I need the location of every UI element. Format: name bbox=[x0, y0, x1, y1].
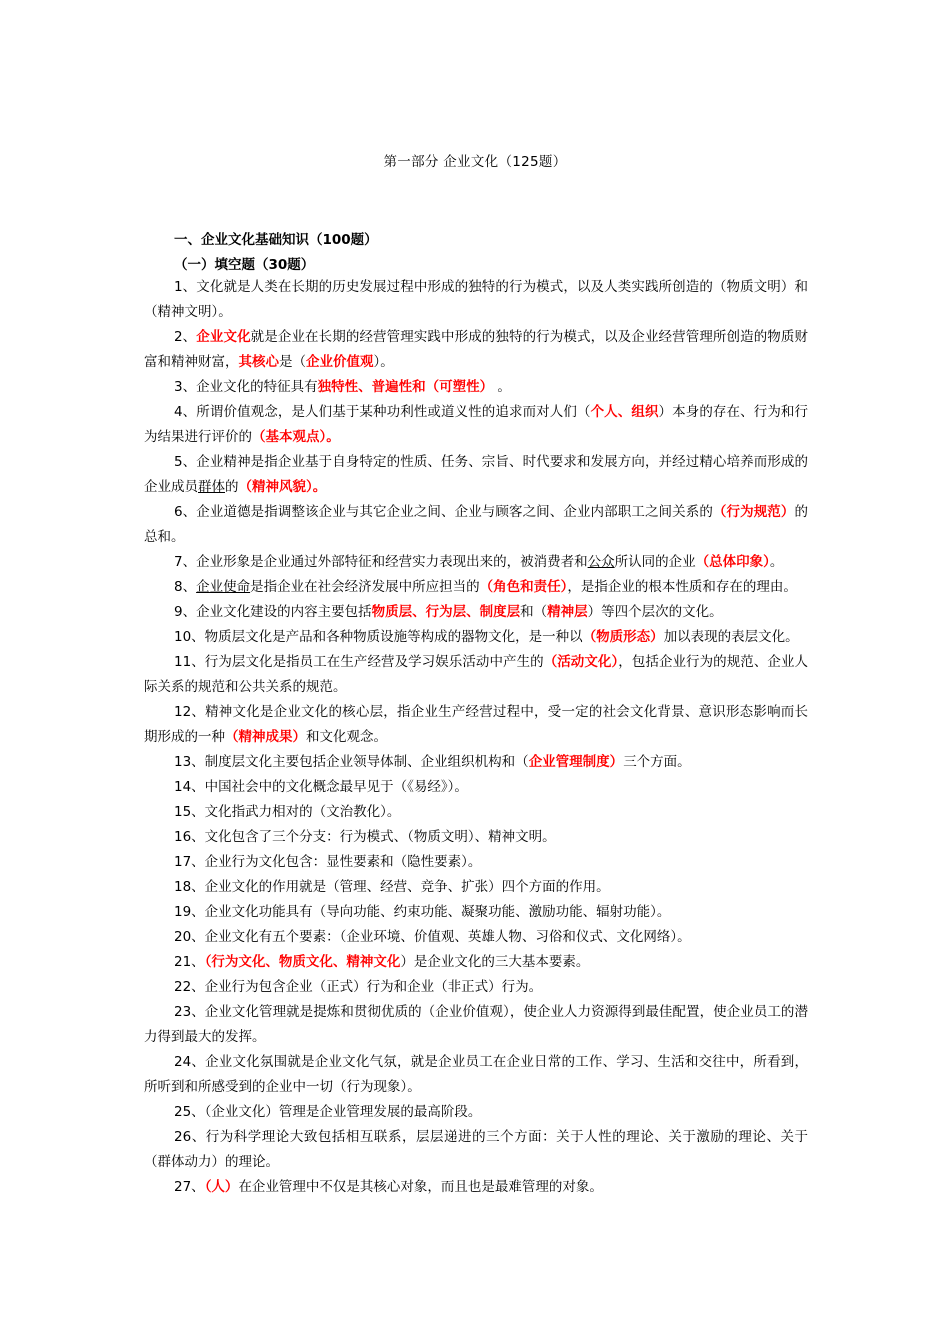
question-text: 。 bbox=[493, 379, 511, 395]
question-item-4 bbox=[144, 400, 808, 450]
question-text: 24、企业文化氛围就是企业文化气氛，就是企业员工在企业日常的工作、学习、生活和交往中，所看到，所听到和所感受到的企业中一切（行为现象）。 bbox=[144, 1054, 808, 1095]
question-text: ，包括企业行为的规范、企业人际关系的规范和公共关系的规范。 bbox=[144, 654, 809, 695]
answer-highlight: （行为规范） bbox=[712, 504, 795, 520]
question-text: 的总和。 bbox=[144, 504, 808, 545]
question-item-13 bbox=[144, 750, 808, 775]
question-text: 6、企业道德是指调整该企业与其它企业之间、企业与顾客之间、企业内部职工之间关系的 bbox=[174, 504, 713, 520]
question-text: 8、 bbox=[174, 579, 197, 595]
question-text: ）等四个层次的文化。 bbox=[587, 604, 723, 620]
question-text: ）是企业文化的三大基本要素。 bbox=[400, 954, 590, 970]
question-item-25 bbox=[144, 1100, 808, 1125]
question-item-2 bbox=[144, 325, 808, 375]
question-text: ）。 bbox=[373, 354, 394, 370]
question-text: 2、 bbox=[174, 329, 197, 345]
question-text: 。 bbox=[769, 554, 784, 570]
page-title: 第一部分 企业文化（125题） bbox=[383, 154, 567, 170]
answer-highlight: （角色和责任） bbox=[479, 579, 568, 595]
question-item-24 bbox=[144, 1050, 808, 1100]
question-item-5 bbox=[144, 450, 808, 500]
question-text: 是指企业在社会经济发展中所应担当的 bbox=[250, 579, 480, 595]
question-text: 17、企业行为文化包含：显性要素和（隐性要素）。 bbox=[174, 854, 482, 870]
question-item-23 bbox=[144, 1000, 808, 1050]
answer-highlight: （物质形态） bbox=[582, 629, 664, 645]
answer-highlight: （精神风貌）。 bbox=[238, 479, 327, 495]
question-item-11 bbox=[144, 650, 808, 700]
question-text: 19、企业文化功能具有（导向功能、约束功能、凝聚功能、激励功能、辐射功能）。 bbox=[174, 904, 671, 920]
answer-highlight: （基本观点）。 bbox=[252, 429, 340, 445]
question-text: 1、文化就是人类在长期的历史发展过程中形成的独特的行为模式，以及人类实践所创造的（物质文明）和（精神文明）。 bbox=[144, 279, 808, 320]
underlined-text: 群体 bbox=[198, 479, 225, 495]
question-text: 3、企业文化的特征具有 bbox=[174, 379, 318, 395]
question-text: 23、企业文化管理就是提炼和贯彻优质的（企业价值观），使企业人力资源得到最佳配置，使企业员工的潜力得到最大的发挥。 bbox=[144, 1004, 808, 1045]
answer-highlight: 独特性、普遍性和（可塑性） bbox=[317, 379, 494, 395]
question-item-21 bbox=[144, 950, 808, 975]
answer-highlight: 其核心 bbox=[238, 354, 279, 370]
question-item-7 bbox=[144, 550, 808, 575]
question-text: 13、制度层文化主要包括企业领导体制、企业组织机构和（ bbox=[174, 754, 529, 770]
answer-highlight: （人） bbox=[204, 1179, 239, 1195]
question-text: 的 bbox=[225, 479, 239, 495]
question-item-15 bbox=[144, 800, 808, 825]
question-item-19 bbox=[144, 900, 808, 925]
question-text: 7、企业形象是企业通过外部特征和经营实力表现出来的，被消费者和 bbox=[174, 554, 588, 570]
question-text: 和（ bbox=[520, 604, 548, 620]
answer-highlight: 精神层 bbox=[547, 604, 588, 620]
question-list bbox=[144, 275, 808, 1200]
question-text: 9、企业文化建设的内容主要包括 bbox=[174, 604, 372, 620]
answer-highlight: 个人、组织 bbox=[590, 404, 659, 420]
question-text: 26、行为科学理论大致包括相互联系，层层递进的三个方面：关于人性的理论、关于激励的理论、关于（群体动力）的理论。 bbox=[144, 1129, 808, 1170]
question-text: ）本身的存在、行为和行为结果进行评价的 bbox=[144, 404, 809, 445]
question-text: 加以表现的表层文化。 bbox=[663, 629, 799, 645]
question-text: 所认同的企业 bbox=[614, 554, 696, 570]
question-text: 18、企业文化的作用就是（管理、经营、竞争、扩张）四个方面的作用。 bbox=[174, 879, 610, 895]
underlined-text: 公众 bbox=[587, 554, 615, 570]
question-text: 14、中国社会中的文化概念最早见于（《易经》）。 bbox=[174, 779, 468, 795]
question-text: 22、企业行为包含企业（正式）行为和企业（非正式）行为。 bbox=[174, 979, 543, 995]
question-item-22 bbox=[144, 975, 808, 1000]
question-item-6 bbox=[144, 500, 808, 550]
question-text: 20、企业文化有五个要素：（企业环境、价值观、英雄人物、习俗和仪式、文化网络）。 bbox=[174, 929, 691, 945]
question-item-1 bbox=[144, 275, 808, 325]
answer-highlight: （精神成果） bbox=[225, 729, 306, 745]
question-text: 4、所谓价值观念，是人们基于某种功利性或道义性的追求而对人们（ bbox=[174, 404, 591, 420]
question-text: 10、物质层文化是产品和各种物质设施等构成的器物文化，是一种以 bbox=[174, 629, 583, 645]
answer-highlight: 企业管理制度） bbox=[528, 754, 624, 770]
section-heading: 一、企业文化基础知识（100题） bbox=[174, 232, 378, 248]
question-text: 25、（企业文化）管理是企业管理发展的最高阶段。 bbox=[174, 1104, 482, 1120]
question-item-27 bbox=[144, 1175, 808, 1200]
question-text: ，是指企业的根本性质和存在的理由。 bbox=[567, 579, 797, 595]
answer-highlight: 企业文化 bbox=[196, 329, 251, 345]
question-item-17 bbox=[144, 850, 808, 875]
question-text: 15、文化指武力相对的（文治教化）。 bbox=[174, 804, 401, 820]
question-text: 12、精神文化是企业文化的核心层，指企业生产经营过程中，受一定的社会文化背景、意识形态影响而长期形成的一种 bbox=[144, 704, 808, 745]
answer-highlight: （行为文化、物质文化、精神文化 bbox=[204, 954, 401, 970]
question-text: 在企业管理中不仅是其核心对象，而且也是最难管理的对象。 bbox=[238, 1179, 603, 1195]
question-item-16 bbox=[144, 825, 808, 850]
answer-highlight: 企业价值观 bbox=[306, 354, 374, 370]
question-text: 21、 bbox=[174, 954, 205, 970]
question-text: 5、企业精神是指企业基于自身特定的性质、任务、宗旨、时代要求和发展方向，并经过精心培养而形成的企业成员 bbox=[144, 454, 808, 495]
question-item-18 bbox=[144, 875, 808, 900]
answer-highlight: 物质层、行为层、制度层 bbox=[371, 604, 521, 620]
question-item-10 bbox=[144, 625, 808, 650]
answer-highlight: （活动文化） bbox=[543, 654, 619, 670]
question-text: 就是企业在长期的经营管理实践中形成的独特的行为模式，以及企业经营管理所创造的物质财富和精神财富， bbox=[144, 329, 809, 370]
question-item-3 bbox=[144, 375, 808, 400]
question-item-8 bbox=[144, 575, 808, 600]
question-item-14 bbox=[144, 775, 808, 800]
question-text: 是（ bbox=[279, 354, 306, 370]
subsection-heading: （一）填空题（30题） bbox=[174, 257, 315, 273]
question-item-26 bbox=[144, 1125, 808, 1175]
question-text: 三个方面。 bbox=[623, 754, 691, 770]
answer-highlight: （总体印象） bbox=[695, 554, 770, 570]
question-text: 27、 bbox=[174, 1179, 205, 1195]
underlined-text: 企业使命 bbox=[196, 579, 251, 595]
question-item-9 bbox=[144, 600, 808, 625]
question-item-12 bbox=[144, 700, 808, 750]
question-text: 16、文化包含了三个分支：行为模式、（物质文明）、精神文明。 bbox=[174, 829, 556, 845]
question-text: 11、行为层文化是指员工在生产经营及学习娱乐活动中产生的 bbox=[174, 654, 544, 670]
question-item-20 bbox=[144, 925, 808, 950]
question-text: 和文化观念。 bbox=[306, 729, 387, 745]
